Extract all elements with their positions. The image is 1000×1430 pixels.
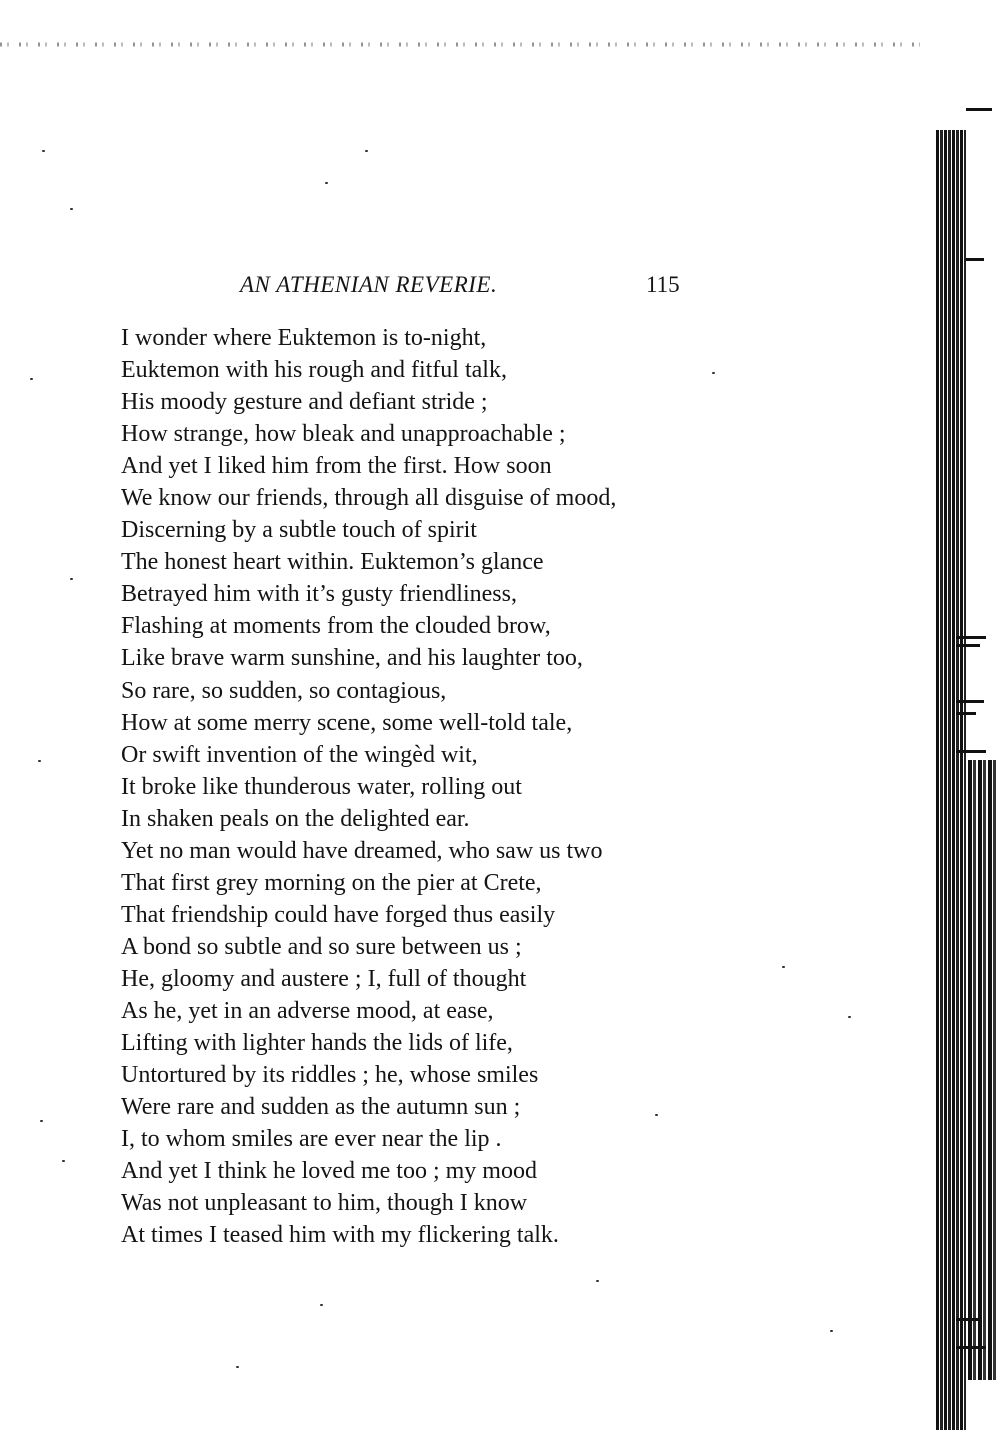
poem-line: I, to whom smiles are ever near the lip . bbox=[121, 1126, 502, 1153]
page-number: 115 bbox=[646, 272, 680, 297]
poem-line: Were rare and sudden as the autumn sun ; bbox=[121, 1094, 521, 1121]
scan-speck bbox=[70, 208, 73, 210]
binding-shadow-lower bbox=[968, 760, 996, 1380]
scan-speck bbox=[655, 1114, 658, 1116]
poem-line: Discerning by a subtle touch of spirit bbox=[121, 517, 477, 544]
poem-line: He, gloomy and austere ; I, full of thought bbox=[121, 965, 527, 992]
scan-speck bbox=[320, 1304, 323, 1306]
scan-speck bbox=[365, 150, 368, 152]
poem-line: Lifting with lighter hands the lids of life, bbox=[121, 1030, 513, 1057]
poem-line: As he, yet in an adverse mood, at ease, bbox=[121, 997, 494, 1024]
poem-line: His moody gesture and defiant stride ; bbox=[121, 389, 488, 416]
poem-line: How at some merry scene, some well-told tale, bbox=[121, 709, 573, 736]
scan-speck bbox=[40, 1120, 43, 1122]
scan-speck bbox=[848, 1016, 851, 1018]
poem-line: And yet I think he loved me too ; my mood bbox=[121, 1158, 537, 1185]
scan-speck bbox=[30, 378, 33, 380]
scan-speck bbox=[42, 150, 45, 152]
poem-line: A bond so subtle and so sure between us ; bbox=[121, 933, 522, 960]
poem-line: Betrayed him with it’s gusty friendliness, bbox=[121, 581, 517, 608]
poem-line: It broke like thunderous water, rolling out bbox=[121, 773, 522, 800]
scan-speck bbox=[830, 1330, 833, 1332]
poem-line: I wonder where Euktemon is to-night, bbox=[121, 325, 487, 351]
poem-line: Was not unpleasant to him, though I know bbox=[121, 1190, 528, 1217]
scan-speck bbox=[782, 966, 785, 968]
poem-line: Untortured by its riddles ; he, whose smiles bbox=[121, 1062, 539, 1089]
poem-line: So rare, so sudden, so contagious, bbox=[121, 677, 447, 704]
binding-shadow bbox=[936, 130, 966, 1430]
poem-line: We know our friends, through all disguise of mood, bbox=[121, 485, 617, 512]
poem-line: And yet I liked him from the first. How soon bbox=[121, 453, 552, 480]
poem-line: In shaken peals on the delighted ear. bbox=[121, 805, 470, 832]
binding-edge bbox=[916, 60, 1000, 1374]
scan-speck bbox=[38, 760, 41, 762]
scan-speck bbox=[712, 372, 715, 374]
poem-line: Like brave warm sunshine, and his laughter too, bbox=[121, 645, 583, 672]
poem-line: The honest heart within. Euktemon’s glance bbox=[121, 549, 544, 576]
poem-text bbox=[121, 322, 721, 1251]
scan-speck bbox=[325, 182, 328, 184]
poem-line: Or swift invention of the wingèd wit, bbox=[121, 741, 478, 768]
poem-line: At times I teased him with my flickering talk. bbox=[121, 1222, 559, 1249]
scan-speck bbox=[70, 578, 73, 580]
poem-line: How strange, how bleak and unapproachable ; bbox=[121, 421, 566, 448]
poem-line: Yet no man would have dreamed, who saw us two bbox=[121, 837, 603, 864]
scan-speck bbox=[596, 1280, 599, 1282]
running-title: AN ATHENIAN REVERIE. bbox=[240, 272, 498, 297]
page-header bbox=[0, 270, 1000, 304]
poem-line: Flashing at moments from the clouded brow, bbox=[121, 613, 551, 640]
poem-line: Euktemon with his rough and fitful talk, bbox=[121, 357, 507, 384]
poem-line: That first grey morning on the pier at Crete, bbox=[121, 869, 542, 896]
scan-speck bbox=[236, 1366, 239, 1368]
scan-edge-noise bbox=[0, 38, 920, 52]
scan-speck bbox=[62, 1160, 65, 1162]
poem-line: That friendship could have forged thus easily bbox=[121, 901, 556, 928]
